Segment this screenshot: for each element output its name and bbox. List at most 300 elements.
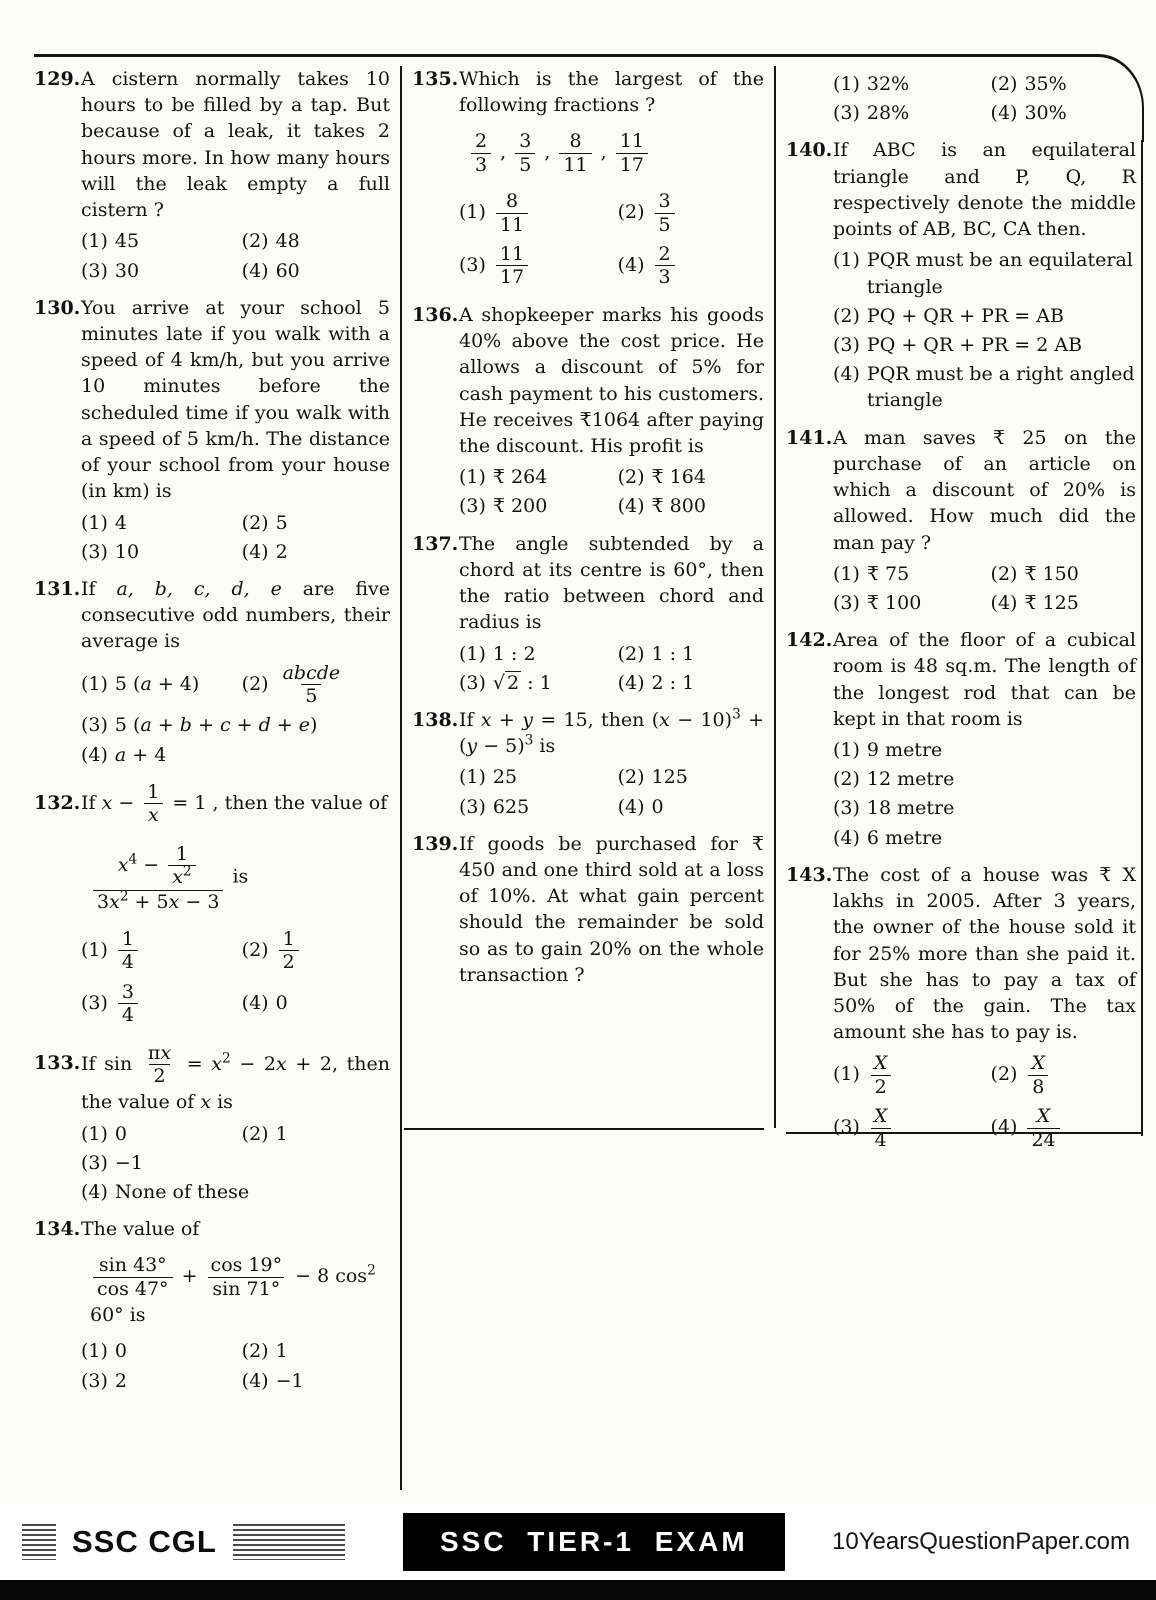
option: [833, 71, 991, 97]
option-label: (1): [81, 1340, 108, 1363]
option: [991, 1103, 1136, 1153]
option: [618, 670, 764, 696]
question-133: [34, 1040, 390, 1206]
option-value: [115, 979, 141, 1029]
option-row: [459, 641, 764, 667]
question-number: 138.: [412, 708, 459, 731]
fraction-denominator: 4: [118, 1003, 138, 1026]
question-number: 142.: [786, 629, 833, 652]
superscript: 3: [524, 732, 534, 749]
option-value: 28%: [866, 102, 910, 125]
fraction-denominator: 2: [149, 1064, 169, 1087]
option: [81, 712, 390, 738]
option-value: 0: [114, 1340, 128, 1363]
option-label: (2): [990, 73, 1018, 95]
option-label: (2): [833, 768, 860, 791]
fraction-numerator: 3: [519, 130, 532, 153]
option-label: (3): [81, 1369, 108, 1392]
option-value: 9 metre: [866, 739, 943, 762]
option-row: [833, 1103, 1136, 1153]
variable: x: [109, 891, 120, 914]
option-value: 2: [114, 1369, 128, 1392]
question-139: [412, 831, 764, 988]
question-135: [412, 66, 764, 291]
option-row: [459, 241, 764, 291]
option-value: 0: [114, 1122, 128, 1145]
fraction-numerator: cos 19°: [210, 1254, 283, 1277]
option-row: [459, 764, 764, 790]
option-label: (3): [81, 259, 108, 282]
fraction-denominator: [144, 803, 163, 826]
option-value: 45: [114, 230, 140, 253]
question-text: 131.If a, b, c, d, e are five consecutive odd numbers, their average is: [34, 577, 391, 653]
fraction: [168, 843, 195, 889]
option-label: (3): [833, 591, 860, 614]
column-3: [786, 66, 1136, 1490]
option-row: [459, 670, 764, 696]
option: [833, 766, 1136, 792]
option-label: (4): [81, 1180, 108, 1203]
fraction-denominator: 2: [871, 1075, 891, 1098]
option-row: [459, 464, 764, 490]
option-row: [81, 712, 390, 738]
variable: x: [168, 891, 180, 914]
fraction-denominator: $3x^2 + 5x - 3$: [93, 890, 223, 913]
option-value: 32%: [866, 73, 910, 95]
option-label: (4): [833, 363, 860, 386]
fraction-numerator: [870, 1105, 892, 1127]
option-value: 625: [492, 795, 530, 818]
option: [833, 303, 1136, 329]
fraction-denominator: sin 71°: [208, 1277, 284, 1300]
option: [81, 1150, 390, 1176]
option: [833, 590, 991, 616]
option-row: [81, 1179, 390, 1205]
fraction-numerator: [279, 662, 345, 684]
variable: x: [101, 791, 113, 814]
option-label: (2): [833, 304, 860, 327]
variable: abcde: [282, 661, 341, 684]
fraction: [1027, 1105, 1059, 1151]
option-value: 6 metre: [866, 826, 943, 849]
option: [81, 742, 390, 768]
fraction: [144, 1042, 175, 1088]
option-value: ₹ 125: [1024, 591, 1079, 614]
fraction-denominator: [168, 865, 195, 888]
options: [81, 510, 390, 565]
question-number: 131.: [34, 577, 81, 600]
barcode-stripes-icon: [233, 1524, 345, 1560]
option-value: [652, 188, 678, 238]
variable: c: [219, 714, 231, 737]
option-label: (1): [833, 739, 860, 762]
option-value: 25: [492, 766, 518, 789]
fraction-denominator: 4: [118, 950, 138, 973]
question-text: 136.A shopkeeper marks his goods 40% above the cost price. He allows a discount of 5% for cash payment to his customers. He receives ₹1064 after paying the discount. His profit is: [412, 303, 764, 457]
option-label: (3): [833, 1116, 860, 1139]
variable: X: [1036, 1105, 1051, 1128]
fraction: [1027, 1052, 1049, 1098]
option-label: (1): [833, 249, 860, 272]
option: [81, 539, 242, 565]
fraction: [471, 130, 491, 176]
fraction-denominator: 5: [515, 153, 535, 176]
option-value: PQ + QR + PR = 2 AB: [866, 333, 1083, 356]
option-value: [276, 926, 302, 976]
variable: x: [172, 866, 183, 889]
option: [459, 641, 618, 667]
question-141: [786, 425, 1136, 617]
fraction-numerator: 1: [282, 927, 295, 950]
fraction: [118, 928, 138, 974]
option-value: [1024, 1050, 1052, 1100]
footer-website: 10YearsQuestionPaper.com: [832, 1528, 1130, 1555]
option-value: None of these: [114, 1180, 250, 1203]
column-1: [34, 66, 390, 1490]
options: [833, 71, 1136, 126]
option: [81, 510, 242, 536]
question-text: 138.If x + y = 15, then $(x - 10)^3 + (y - 5)^3$ is: [412, 706, 765, 758]
option-label: (1): [459, 466, 486, 489]
option-value: ₹ 264: [492, 466, 548, 489]
option-value: 1: [275, 1340, 288, 1363]
option-row: [81, 1150, 390, 1176]
fraction-denominator: 11: [559, 153, 591, 176]
superscript: 4: [128, 851, 138, 868]
option-label: (2): [617, 766, 645, 789]
option-label: (1): [81, 511, 108, 534]
fraction-numerator: $x^4$ − $\frac{1}{x^2}$: [114, 841, 203, 891]
option-row: [81, 1338, 390, 1364]
option-value: 1 : 2: [492, 642, 536, 665]
option-label: (2): [617, 201, 645, 224]
footer-brand: SSC CGL: [72, 1524, 217, 1559]
page-footer: [0, 1504, 1156, 1600]
fraction: [515, 130, 535, 176]
variable: y: [466, 735, 478, 758]
question-137: [412, 531, 764, 696]
question-number: 137.: [412, 532, 459, 555]
question-text: 135.Which is the largest of the following fractions ?: [412, 68, 764, 117]
question-text: 137.The angle subtended by a chord at its centre is 60°, then the ratio between chord and radius is: [412, 532, 764, 634]
option-label: (4): [617, 671, 645, 694]
option-value: 0: [651, 795, 664, 818]
option-row: [81, 742, 390, 768]
question-140: [786, 137, 1136, 413]
fraction-denominator: 17: [616, 153, 648, 176]
option: [991, 590, 1136, 616]
option: [242, 1338, 390, 1364]
option-label: (4): [617, 495, 645, 518]
question-number: 135.: [412, 68, 459, 90]
fraction-numerator: 3: [121, 980, 135, 1003]
option: [618, 188, 764, 238]
options: [833, 1050, 1136, 1153]
option: [618, 241, 764, 291]
option-value: [652, 241, 678, 291]
superscript: 3: [732, 706, 741, 723]
fraction-denominator: 4: [871, 1128, 891, 1151]
option-value: 60: [275, 259, 300, 282]
question-132: [34, 779, 390, 1029]
question-text: 129.A cistern normally takes 10 hours to be filled by a tap. But because of a leak, it takes 2 hours more. In how many hours will the leak empty a full cistern ?: [34, 68, 390, 222]
fraction: [93, 1254, 173, 1300]
option: [242, 990, 390, 1016]
option-label: (3): [81, 1151, 108, 1174]
option-label: (2): [617, 642, 645, 665]
option: [459, 794, 618, 820]
option: [242, 539, 390, 565]
option-row: [833, 561, 1136, 587]
questions-area: [34, 66, 1142, 1490]
question-math: $\frac{\sin 43^\circ}{\cos 47^\circ}$ + $\frac{\cos 19^\circ}{\sin 71^\circ}$ − 8 $\cos^2 60^\circ$ is: [90, 1254, 376, 1327]
question-text: 133.If sin $\frac{\pi x}{2}$ = $x^2 - 2x + 2$, then the value of x is: [34, 1041, 390, 1114]
superscript: 2: [119, 889, 129, 906]
fraction-numerator: 8: [569, 130, 582, 153]
fraction-denominator: cos 47°: [93, 1277, 173, 1300]
variable: a: [140, 673, 152, 696]
option-label: (3): [81, 714, 108, 737]
question-text: 139.If goods be purchased for ₹ 450 and one third sold at a loss of 10%. At what gain percent should the remainder be sold so as to gain 20% on the whole transaction ?: [412, 832, 764, 986]
option-value: [1024, 1103, 1062, 1153]
footer-band: [0, 1504, 1156, 1580]
fraction-denominator: 3: [471, 153, 491, 176]
variable: x: [480, 708, 492, 731]
option: [242, 660, 390, 710]
option: [242, 510, 390, 536]
fraction: [118, 981, 138, 1027]
question-131: [34, 576, 390, 768]
question-number: 132.: [34, 791, 81, 814]
fraction-numerator: 1: [147, 780, 160, 803]
option-row: [459, 493, 764, 519]
option-label: (2): [241, 672, 269, 695]
variable: e: [298, 714, 311, 737]
option-value: ₹ 150: [1024, 562, 1079, 585]
fraction-numerator: 11: [619, 130, 644, 153]
question-number: 141.: [786, 426, 833, 449]
options: [81, 228, 390, 283]
variable: x: [200, 1091, 212, 1114]
option-row: [833, 766, 1136, 792]
question-138: [412, 707, 764, 820]
option: [618, 493, 764, 519]
option-label: (4): [241, 259, 269, 282]
question-number: 140.: [786, 139, 833, 162]
option-row: [833, 247, 1136, 299]
fraction: [279, 928, 299, 974]
column-2: [412, 66, 764, 1490]
fraction-denominator: 8: [1028, 1075, 1048, 1098]
option: [242, 926, 390, 976]
option-label: (2): [990, 1063, 1018, 1086]
fraction: [616, 130, 648, 176]
fraction: [559, 130, 591, 176]
option-label: (2): [241, 1340, 269, 1363]
option-value: 2 : 1: [651, 671, 695, 694]
fraction-numerator: 1: [175, 842, 188, 865]
variable: x: [211, 1052, 222, 1075]
option: [81, 1338, 242, 1364]
option-value: 5 (a + b + c + d + e): [114, 714, 318, 737]
question-143: [786, 862, 1136, 1153]
fraction: [207, 1254, 287, 1300]
variable: X: [873, 1105, 888, 1128]
option-value: 1 : 1: [651, 642, 695, 665]
option-value: a + 4: [114, 743, 167, 766]
option: [833, 100, 991, 126]
variable: x: [659, 708, 670, 731]
option-value: 48: [275, 230, 300, 253]
variable: a, b, c, d, e: [116, 577, 282, 600]
option-label: (3): [81, 540, 108, 563]
footer-exam-title: SSC TIER-1 EXAM: [403, 1513, 785, 1571]
option-label: (3): [459, 253, 486, 276]
option-value: 2: [275, 540, 288, 563]
option-value: 5: [275, 511, 288, 534]
option: [618, 794, 764, 820]
option-value: 10: [114, 540, 140, 563]
question-text: 140.If ABC is an equilateral triangle and P, Q, R respectively denote the middle points of AB, BC, CA then.: [786, 139, 1136, 241]
fraction-denominator: 3: [655, 265, 675, 288]
option-label: (4): [617, 795, 645, 818]
option-label: (1): [833, 562, 860, 585]
option-label: (3): [459, 495, 486, 518]
variable: a: [140, 714, 152, 737]
fraction-numerator: 2: [475, 130, 488, 153]
option-label: (2): [241, 938, 269, 961]
option-row: [459, 794, 764, 820]
option-value: 12 metre: [866, 768, 955, 791]
option: [833, 561, 991, 587]
column-divider-1: [400, 66, 402, 1490]
option-value: ₹ 164: [651, 466, 706, 489]
option-value: [493, 188, 531, 238]
option: [459, 764, 618, 790]
option-label: (1): [81, 1122, 108, 1145]
fraction-numerator: [1027, 1052, 1049, 1074]
option-value: 0: [275, 992, 288, 1015]
option-value: √ 2 : 1: [492, 671, 552, 694]
option-row: [833, 1050, 1136, 1100]
variable: x: [160, 1041, 172, 1064]
option-label: (4): [241, 1369, 269, 1392]
option-value: [276, 660, 348, 710]
option: [833, 737, 1136, 763]
option: [81, 228, 242, 254]
option-value: [493, 241, 531, 291]
option-row: [833, 825, 1136, 851]
option: [618, 464, 764, 490]
option-value: PQR must be an equilateral triangle: [866, 249, 1133, 298]
option-row: [833, 795, 1136, 821]
option: [81, 926, 242, 976]
fraction-denominator: 5: [301, 684, 321, 707]
superscript: 2: [222, 1050, 231, 1067]
variable: a: [114, 743, 127, 766]
fraction: [870, 1052, 892, 1098]
fraction-numerator: 3: [658, 190, 671, 213]
options: [833, 561, 1136, 616]
option-row: [833, 100, 1136, 126]
option-value: 4: [114, 511, 128, 534]
option: [618, 641, 764, 667]
option-row: [833, 737, 1136, 763]
option-value: 18 metre: [866, 797, 955, 820]
option: [81, 1121, 242, 1147]
option: [991, 100, 1136, 126]
option-row: [833, 303, 1136, 329]
option-row: [833, 590, 1136, 616]
option-value: 35%: [1024, 73, 1067, 95]
option-label: (1): [81, 673, 108, 696]
option: [242, 1121, 390, 1147]
option-value: PQR must be a right angled triangle: [866, 363, 1135, 412]
option-row: [81, 510, 390, 536]
question-134: [34, 1216, 390, 1394]
option-value: −1: [114, 1151, 143, 1174]
option-row: [81, 539, 390, 565]
superscript: 2: [367, 1262, 376, 1279]
option: [833, 1050, 991, 1100]
option-label: (4): [990, 1116, 1018, 1139]
option: [81, 671, 242, 697]
question-number: 136.: [412, 303, 459, 326]
option: [242, 1368, 390, 1394]
option-label: (1): [459, 642, 486, 665]
options: [833, 737, 1136, 851]
option-label: (3): [833, 333, 860, 356]
option: [833, 795, 1136, 821]
option-value: [867, 1103, 895, 1153]
option: [81, 1368, 242, 1394]
fraction: [870, 1105, 892, 1151]
sqrt: √ 2: [492, 671, 520, 694]
sqrt-argument: 2: [507, 671, 520, 694]
options: [81, 926, 390, 1029]
fraction-numerator: sin 43°: [98, 1254, 167, 1277]
fraction-denominator: 24: [1027, 1128, 1059, 1151]
fraction-numerator: 1: [121, 927, 135, 950]
fraction-numerator: [870, 1052, 892, 1074]
option-label: (4): [990, 591, 1018, 614]
fraction: [143, 781, 163, 827]
option-row: [81, 1121, 390, 1147]
question-text: 132.If x − $\frac{1}{x}$ = 1 , then the value of: [34, 780, 388, 827]
option: [833, 1103, 991, 1153]
fraction-denominator: 2: [279, 950, 299, 973]
question-number: 129.: [34, 68, 81, 90]
option: [618, 764, 764, 790]
variable: X: [873, 1052, 888, 1075]
fraction-numerator: 8: [505, 190, 519, 213]
question-142: [786, 627, 1136, 851]
option-row: [81, 926, 390, 976]
option: [242, 228, 390, 254]
fraction-denominator: 5: [655, 213, 675, 236]
option: [81, 979, 242, 1029]
option-label: (1): [833, 73, 860, 95]
option-label: (1): [81, 938, 108, 961]
options: [81, 1338, 390, 1393]
question-129: [34, 66, 390, 284]
option-label: (4): [241, 540, 269, 563]
fraction-denominator: 17: [496, 265, 528, 288]
option: [459, 241, 618, 291]
option: [833, 825, 1136, 851]
option-row: [81, 1368, 390, 1394]
barcode-stripes-icon: [22, 1524, 56, 1560]
